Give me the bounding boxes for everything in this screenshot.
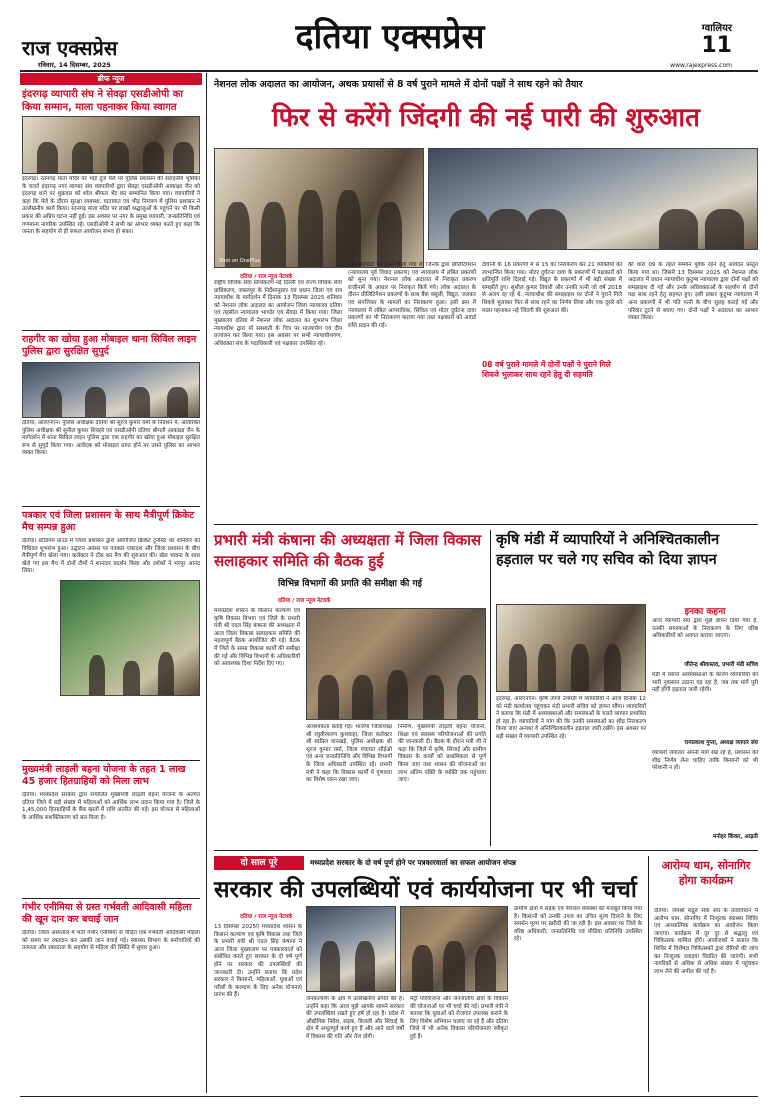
lead-body-col-1: राष्ट्रीय विधिक सेवा प्राधिकरण नई दिल्ली एवं राज्य विधिक सेवा प्राधिकरण, जबलपुर के निर्देशानुसार एवं प्रधान जिला एवं सत्र न्यायाधीश के मार्गदर्शन में दिनांक 13 दिसम्बर 2025 शनिवार को नेशनल लोक अदालत का आयोजन जिला न्यायालय दतिया एवं तहसील न्यायालय भाण्डेर एवं सेवढ़ा में किया गया। जिला मुख्यालय दतिया में नेशनल लोक अदालत का शुभारंभ जिला न्यायाधीश द्वारा माँ सरस्वती के चित्र पर माल्यार्पण एवं दीप प्रज्वलन कर किया गया। इस अवसर पर सभी न्यायाधीशगण, अधिवक्ता संघ के पदाधिकारी एवं पक्षकार उपस्थित रहे। xyxy=(214,280,342,347)
story4-credit: दतिया / राज न्यूज नेटवर्क xyxy=(240,914,293,920)
sidebar-story-2-headline: राहगीर का खोया हुआ मोबाइल थाना सिविल लाइन पुलिस द्वारा सुरक्षित सुपुर्द xyxy=(22,334,197,357)
lead-photo-2 xyxy=(428,148,758,250)
sidebar-story-4-body: दतिया। मध्यप्रदेश सरकार द्वारा संचालित मुख्यमंत्री लाड़ली बहना योजना के अंतर्गत दतिया जिले में बड़ी संख्या में महिलाओं को आर्थिक लाभ प्रदान किया गया है। जिले के 1,45,000 हितग्राहियों के बैंक खातों में राशि अंतरित की गई। इस योजना से महिलाओं के आर्थिक सशक्तिकरण को बल मिला है। xyxy=(22,792,200,821)
sidebar-column-rule xyxy=(206,73,207,1093)
lead-headline: फिर से करेंगे जिंदगी की नई पारी की शुरुआत xyxy=(272,103,700,133)
story5-headline: आरोग्य धाम, सोनागिर होगा कार्यक्रम xyxy=(661,859,751,887)
sidebar-story-3-body-continued xyxy=(22,580,58,696)
story3-photo xyxy=(496,604,646,692)
story4-body-col-1: 13 दिसम्बर 2025ए मध्यप्रदेश शासन के किसान कल्याण एवं कृषि विकास तथा जिले के प्रभारी मंत्री श्री एदल सिंह कंषाना ने आज जिला मुख्यालय पर पत्रकारवार्ता को संबोधित करते हुए सरकार के दो वर्ष पूर्ण होने पर सरकार की उपलब्धियों की जानकारी दी। उन्होंने बताया कि प्रदेश सरकार ने किसानों, महिलाओं, युवाओं एवं गरीबों के कल्याण के लिए अनेक योजनाएं प्रारंभ की हैं। xyxy=(214,924,302,999)
story2-body-col-2: आवश्यकता बताई गई। भाजपा जिलाध्यक्ष श्री रघुवीरशरण कुशवाहा, जिला कलेक्टर श्री स्वप्निल वानखड़े, पुलिस अधीक्षक श्री सूरज कुमार वर्मा, जिला पंचायत सीईओ एवं अन्य जनप्रतिनिधि और विभिन्न विभागों के जिला अधिकारी उपस्थित रहे। प्रभारी मंत्री ने कहा कि विकास कार्यों में गुणवत्ता का विशेष ध्यान रखा जाए। xyxy=(306,724,392,784)
lead-kicker: नेशनल लोक अदालत का आयोजन, अथक प्रयासों से 8 वर्ष पुराने मामले में दोनों पक्षों ने साथ रहने को तैयार xyxy=(214,79,583,90)
issue-date: रविवार, 14 दिसम्बर, 2025 xyxy=(38,61,111,69)
sidebar-story-3-body: दतिया। स्टेडियम ग्राउंड में जिला प्रशासन द्वारा आयोजित क्रिकेट टूर्नामेंट का शनिवार को विधिवत शुभारंभ हुआ। उद्घाटन अवसर पर पत्रकार एकादश और जिला प्रशासन के बीच मैत्रीपूर्ण मैच खेला गया। कलेक्टर ने टॉस कर मैच की शुरुआत की। खेल भावना के साथ खेले गए इस मैच में दोनों टीमों ने शानदार प्रदर्शन किया और दर्शकों ने भरपूर आनंद लिया। xyxy=(22,538,200,575)
story4-photo-1 xyxy=(306,906,396,992)
sidebar-story-1-headline: इंदरगढ़ व्यापारी संघ ने सेवढ़ा एसडीओपी का किया सम्मान, माला पहनाकर किया स्वागत xyxy=(22,89,183,113)
masthead xyxy=(0,0,778,70)
sidebar-section-label: ब्रीफ न्यूज xyxy=(20,73,202,85)
story4-body-col-2: जनकल्याण के क्षेत्र में उल्लेखनीय प्रगति की है। उन्होंने कहा कि आज मुझे आपके सामने सरकार की उपलब्धियां रखते हुए हर्ष हो रहा है। प्रदेश में औद्योगिक निवेश, सड़क, बिजली और सिंचाई के क्षेत्र में अभूतपूर्व कार्य हुए हैं और आने वाले वर्षों में विकास की गति और तेज होगी। xyxy=(306,996,404,1040)
sidebar-story-2-photo xyxy=(22,362,200,418)
lead-photo-1 xyxy=(214,148,424,268)
lead-photo-caption: Shot on OnePlus xyxy=(219,258,261,264)
story2-subhead: विभिन्न विभागों की प्रगति की समीक्षा की गई xyxy=(278,579,422,589)
story2-credit: दतिया / राज न्यूज नेटवर्क xyxy=(278,598,331,604)
story4-headline: सरकार की उपलब्धियों एवं कार्ययोजना पर भी चर्चा xyxy=(214,877,637,903)
brand-logo: राज एक्सप्रेस xyxy=(22,36,118,60)
story4-body-col-4: ग्रामीण क्षेत्रों में सड़क एवं पेयजल व्यवस्था को मजबूत किया गया है। किसानों को उनकी उपज का उचित मूल्य दिलाने के लिए समर्थन मूल्य पर खरीदी की जा रही है। इस अवसर पर जिले के वरिष्ठ अधिकारी, जनप्रतिनिधि एवं मीडिया प्रतिनिधि उपस्थित रहे। xyxy=(514,906,642,943)
sidebar-divider-4 xyxy=(22,898,200,899)
story3-quote-2-by: रामप्रकाश गुप्ता, अध्यक्ष व्यापार संघ xyxy=(684,740,758,746)
story4-column-rule xyxy=(648,856,649,1092)
lead-bottom-rule xyxy=(214,524,758,525)
city-label: ग्वालियर xyxy=(701,23,732,34)
sidebar-story-1-body: इंदरगढ़। रतनगढ़ माता मंदिर पर भाई दूज मेले पर पुलिस प्रशासन की सराहनीय भूमिका के चलते इंदरगढ़ नगर व्यापार संघ व्यापारियों द्वारा सेवढ़ा एसडीओपी आकांक्षा जैन को इंदरगढ़ थाने पर शुक्रवार को शॉल श्रीफल भेंट कर सम्मानित किया गया। व्यापारियों ने कहा कि मेले के दौरान सुरक्षा व्यवस्था, यातायात एवं भीड़ नियंत्रण में पुलिस प्रशासन ने उल्लेखनीय कार्य किया। रतनगढ़ माता मंदिर पर लाखों श्रद्धालुओं के पहुंचने पर भी किसी प्रकार की अप्रिय घटना नहीं हुई। इस अवसर पर नगर के प्रमुख व्यापारी, जनप्रतिनिधि एवं गणमान्य नागरिक उपस्थित रहे। एसडीओपी ने सभी का आभार व्यक्त करते हुए कहा कि जनता के सहयोग से ही सफल आयोजन संभव हो सका। xyxy=(22,176,200,236)
story3-quote-2: मंडी में व्याप्त अव्यवस्थाओं के कारण व्यापारियों को भारी नुकसान उठाना पड़ रहा है, जब तक मांगें पूरी नहीं होंगी हड़ताल जारी रहेगी। xyxy=(652,672,758,694)
story2-headline: प्रभारी मंत्री कंषाना की अध्यक्षता में जिला विकास सलाहकार समिति की बैठक हुई xyxy=(214,531,482,570)
lead-subhead: 08 वर्ष पुराने मामले में दोनों पक्षों ने पुराने गिले शिकवे भुलाकर साथ रहने हेतु दी सहमति xyxy=(482,358,622,382)
sidebar-story-3-photo xyxy=(60,580,200,696)
story3-bottom-rule xyxy=(214,850,758,851)
story3-body: इंदरगढ़, आरएनएन। कृषि उपज उपमंडी में व्यापारियों ने आज दिनांक 12 को मंडी कार्यालय पहुंचकर मंडी प्रभारी सचिव को ज्ञापन सौंपा। व्यापारियों ने बताया कि मंडी में अव्यवस्थाओं और समस्याओं के चलते व्यापार प्रभावित हो रहा है। व्यापारियों ने मांग की कि उनकी समस्याओं का शीघ्र निराकरण किया जाए अन्यथा वे अनिश्चितकालीन हड़ताल जारी रखेंगे। इस अवसर पर बड़ी संख्या में व्यापारी उपस्थित रहे। xyxy=(496,696,646,740)
story2-photo xyxy=(306,608,486,720)
story2-body-col-1: मध्यप्रदेश शासन के किसान कल्याण एवं कृषि विकास विभाग एवं जिले के प्रभारी मंत्री श्री एदल सिंह कंषाना की अध्यक्षता में आज जिला विकास सलाहकार समिति की महत्वपूर्ण बैठक आयोजित की गई। बैठक में जिले के समग्र विकास कार्यों की समीक्षा की गई और विभिन्न विभागों के अधिकारियों को आवश्यक दिशा निर्देश दिए गए। xyxy=(214,608,300,668)
sidebar-story-4-headline: मुख्यमंत्री लाड़ली बहना योजना के तहत 1 लाख 45 हजार हितग्राहियों को मिला लाभ xyxy=(22,764,186,787)
lead-body-col-3: दीवानी के 16 प्रकरणों में से 15 का निराकरण कर 21 व्यक्तियों को लाभान्वित किया गया। मोटर दुर्घटना दावा के प्रकरणों में पक्षकारों को क्षतिपूर्ति राशि दिलाई गई। विद्युत के प्रकरणों में भी बड़ी संख्या में समझौते हुए। सुशील कुमार तिवारी और उनकी पत्नी जो वर्ष 2018 से अलग रह रहे थे, न्यायाधीश की समझाइश पर दोनों ने पुराने गिले शिकवे भुलाकर फिर से साथ रहने का निर्णय लिया और एक दूसरे को माला पहनाकर नई जिंदगी की शुरुआत की। xyxy=(482,262,622,314)
sidebar-story-2-body: दतिया, आरएनएन। पुलिस अधीक्षक दतिया श्री सूरज कुमार वर्मा के निर्देशन में, अतिरिक्त पुलिस अधीक्षक श्री सुनील कुमार शिवहरे एवं एसडीओपी दतिया श्रीमती आकांक्षा जैन के मार्गदर्शन में थाना सिविल लाइन पुलिस द्वारा एक राहगीर का खोया हुआ मोबाइल सुरक्षित रूप से सुपुर्द किया गया। आवेदक को मोबाइल प्राप्त होने पर उसने पुलिस का आभार व्यक्त किया। xyxy=(22,420,200,457)
story4-kicker: मध्यप्रदेश सरकार के दो वर्ष पूर्ण होने पर पत्रकारवार्ता का सफल आयोजन संपन्न xyxy=(310,858,517,867)
page-number: 11 xyxy=(701,33,732,58)
story4-body-col-3: मेट्रो परियोजना और जनजातीय क्षेत्रों के विकास की योजनाओं पर भी चर्चा की गई। प्रभारी मंत्री ने बताया कि युवाओं को रोजगार उपलब्ध कराने के लिए विशेष अभियान चलाए जा रहे हैं और दतिया जिले में भी अनेक विकास परियोजनाएं स्वीकृत हुई हैं। xyxy=(410,996,508,1040)
sidebar-story-1-photo xyxy=(22,116,200,174)
story3-quote-3: व्यापारी लगातार अपनी मांगें रख रहे हैं, प्रशासन को शीघ्र निर्णय लेना चाहिए ताकि किसानों को भी परेशानी न हो। xyxy=(652,750,758,772)
story3-quote-1-by: जीतेन्द्र श्रीवास्तव, प्रभारी मंडी सचिव xyxy=(684,662,758,668)
website-url: www.rajexpress.com xyxy=(670,62,732,69)
sidebar-divider-2 xyxy=(22,506,200,507)
story3-quote-title: इनका कहना xyxy=(684,607,726,617)
story2-column-rule xyxy=(490,530,491,846)
story2-body-col-3: निर्माण, मुख्यमंत्री लाड़ली बहना योजना, शिक्षा एवं स्वास्थ्य परियोजनाओं की प्रगति की जानकारी दी। बैठक के दौरान मंत्री जी ने कहा कि जिले में कृषि, सिंचाई और ग्रामीण विकास के कार्यों को प्राथमिकता से पूर्ण किया जाए तथा शासन की योजनाओं का लाभ अंतिम पंक्ति के व्यक्ति तक पहुंचाया जाए। xyxy=(398,724,486,784)
story4-photo-2 xyxy=(400,906,508,992)
story3-quote-1: आज व्यापारी संघ द्वारा मुझे ज्ञापन दिया गया है, उनकी समस्याओं के निराकरण के लिए वरिष्ठ अधिकारियों को अवगत कराया जाएगा। xyxy=(652,618,758,640)
masthead-rule xyxy=(20,70,758,72)
story4-tag: दो साल पूरे xyxy=(214,856,304,870)
story3-headline: कृषि मंडी में व्यापारियों ने अनिश्चितकालीन हड़ताल पर चले गए सचिव को दिया ज्ञापन xyxy=(496,532,720,568)
lead-credit: दतिया / राज न्यूज नेटवर्क xyxy=(240,274,293,280)
lead-body-col-4: की धारा 09 के तहत सम्मान पूर्वक रहने हेतु आवेदन प्रस्तुत किया गया था। जिसमें 13 दिसम्बर 2025 को नेशनल लोक अदालत में प्रधान न्यायाधीश कुटुम्ब न्यायालय द्वारा दोनों पक्षों को समझाइश दी गई और उनके अधिवक्ताओं के सहयोग से दोनों पक्ष साथ रहने हेतु सहमत हुए। इसी प्रकार कुटुम्ब न्यायालय में अन्य प्रकरणों में भी पति पत्नी के बीच सुलह कराई गई और परिवार टूटने से बचाए गए। दोनों पक्षों ने अदालत का आभार व्यक्त किया। xyxy=(628,262,758,322)
sidebar-story-5-headline: गंभीर एनीमिया से ग्रस्त गर्भवती आदिवासी महिला की खून दान कर बचाई जान xyxy=(22,902,192,925)
lead-body-col-2: 18 खंडपीठों का गठन किया गया था जिनके द्वारा प्रीलिटिगेशन (न्यायालय पूर्व विवाद प्रकरण) एवं न्यायालय में लंबित प्रकरणों को सुना गया। नेशनल लोक अदालत में निराकृत प्रकरण राजीनामे के आधार पर निराकृत किये गये। लोक अदालत के दौरान प्रीलिटिगेशन प्रकरणों के साथ बैंक वसूली, विद्युत, जलकर एवं संपत्तिकर के मामलों का निराकरण हुआ। इसी क्रम में न्यायालय में लंबित आपराधिक, सिविल एवं मोटर दुर्घटना दावा प्रकरणों का भी निराकरण कराया गया तथा पक्षकारों को अवार्ड राशि प्रदान की गई। xyxy=(348,262,476,329)
sidebar-story-3-headline: पत्रकार एवं जिला प्रशासन के साथ मैत्रीपूर्ण क्रिकेट मैच सम्पन्न हुआ xyxy=(22,510,195,533)
story3-quote-3-by: मनोहर किंकर, आढ़ती xyxy=(712,834,758,840)
section-title: दतिया एक्सप्रेस xyxy=(295,17,485,57)
sidebar-story-5-body: दतिया। जिला अस्पताल में भर्ती गंभीर एनीमिया से पीड़ित एक गर्भवती आदिवासी महिला को समय पर रक्तदान कर उसकी जान बचाई गई। स्वास्थ्य विभाग के कर्मचारियों की तत्परता और रक्तदाता के सहयोग से महिला की स्थिति में सुधार हुआ। xyxy=(22,930,200,952)
sidebar-divider-3 xyxy=(22,760,200,761)
sidebar-divider-1 xyxy=(22,330,200,331)
story5-body: दतिया। जयश्री सद्गुरु सेवा संघ के तत्वावधान में आरोग्य धाम, सोनागिर में निःशुल्क स्वास्थ्य शिविर एवं आध्यात्मिक कार्यक्रम का आयोजन किया जाएगा। कार्यक्रम में दूर दूर से श्रद्धालु एवं चिकित्सक शामिल होंगे। आयोजकों ने बताया कि शिविर में विशेषज्ञ चिकित्सकों द्वारा रोगियों की जांच कर निःशुल्क दवाइयां वितरित की जाएंगी। सभी नागरिकों से अधिक से अधिक संख्या में पहुंचकर लाभ लेने की अपील की गई है। xyxy=(654,908,758,975)
page-bottom-rule xyxy=(20,1096,758,1097)
